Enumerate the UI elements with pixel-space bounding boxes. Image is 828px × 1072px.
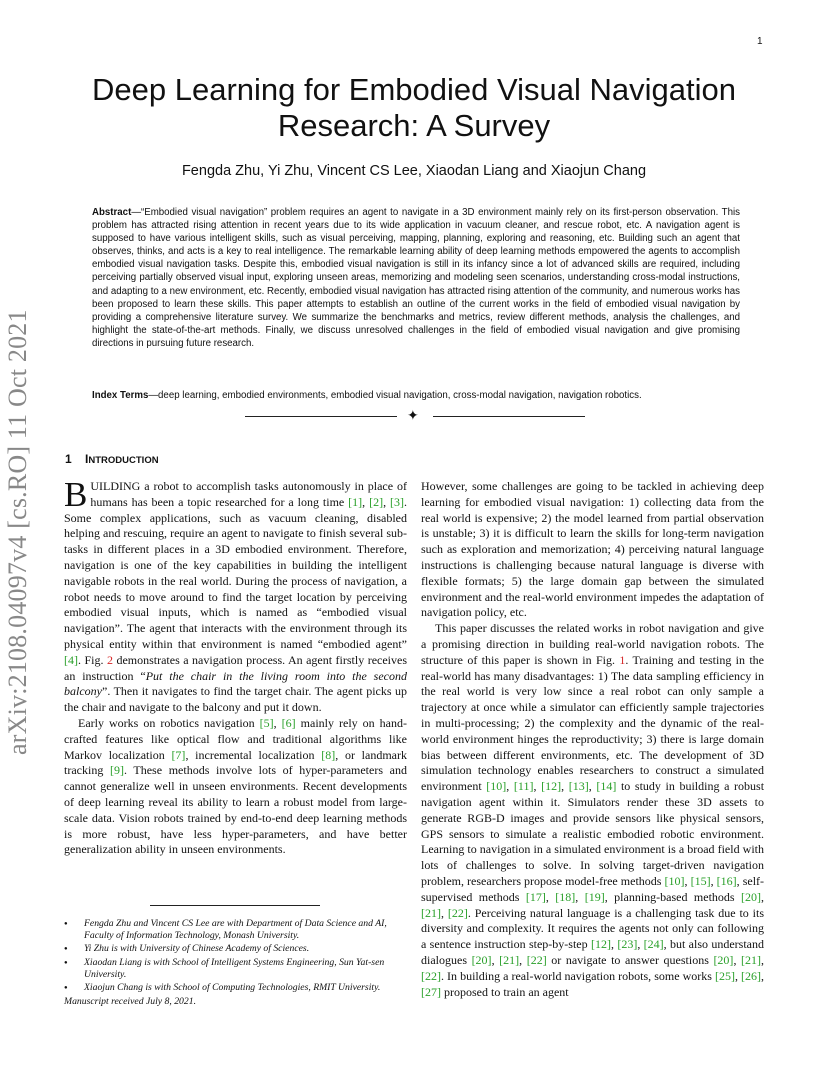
abstract-text: —“Embodied visual navigation” problem requires an agent to navigate in a 3D environment mainly rely on its first-person observation. This problem has attracted rising attention in recent years due to its wide application in vacuum cleaner, and rescue robot, etc. A navigation agent is supposed to have various intelligent skills, such as visual perceiving, mapping, planning, exploring and reasoning, etc. Building such an agent that observes, thinks, and acts is a key to real intelligence. The remarkable learning ability of deep learning methods empowered the agents to accomplish embodied visual navigation tasks. Despite this, embodied visual navigation is still in its infancy since a lot of advanced skills are required, including perceiving partially observed visual input, exploring unseen areas, memorizing and modeling seen scenarios, understanding cross-modal instructions, and adapting to a new environment, etc. Recently, embodied visual navigation has attracted rising attention of the community, and numerous works has been proposed to learn these skills. This paper attempts to establish an outline of the current works in the field of embodied visual navigation by providing a comprehensive literature survey. We summarize the benchmarks and metrics, review different methods, analysis the challenges, and highlight the state-of-the-art methods. Finally, we discuss unresolved challenges in the field of embodied visual navigation and give promising directions in pursuing future research.	[92, 207, 740, 349]
abstract-label: Abstract	[92, 207, 132, 218]
citation-link[interactable]: [10]	[664, 873, 685, 888]
divider-line-left	[245, 416, 397, 417]
citation-link[interactable]: [7]	[171, 747, 186, 762]
text-run: ,	[545, 889, 556, 904]
text-run: ,	[734, 968, 741, 983]
citation-link[interactable]: [22]	[526, 952, 547, 967]
author-list: Fengda Zhu, Yi Zhu, Vincent CS Lee, Xiaodan Liang and Xiaojun Chang	[181, 163, 647, 179]
citation-link[interactable]: [21]	[499, 952, 520, 967]
text-run: ”. Then it navigates to find the target chair. The agent picks up the chair and navigate to the balcony and put it down.	[64, 684, 407, 715]
section-divider	[245, 409, 585, 425]
text-run: . Some complex applications, such as vacuum cleaning, disabled helping and rescuing, require an agent to navigate to finish several sub-tasks in different places in a 3D embodied environment. Therefore, navigation is one of the key capabilities in building the intelligent navigable robots in the real world. During the process of navigation, a robot needs to move around to find the target location by perceiving embodied visual inputs, which is named as “embodied visual navigation”. The agent that interacts with the environment through its physical entity within that environment is named “embodied agent”	[64, 494, 407, 651]
citation-link[interactable]: [13]	[568, 779, 589, 794]
right-column	[421, 479, 764, 1000]
text-run: ,	[733, 952, 742, 967]
text-run: ,	[610, 937, 618, 952]
left-column	[64, 475, 408, 858]
footnote-item: ● Yi Zhu is with University of Chinese Academy of Sciences.	[64, 943, 407, 955]
citation-link[interactable]: [15]	[690, 873, 711, 888]
citation-link[interactable]: [25]	[714, 968, 735, 983]
example-instruction: Put the chair in the living room into the second balcony	[64, 668, 407, 699]
divider-line-right	[433, 416, 585, 417]
intro-paragraph-1	[64, 475, 408, 716]
text-run: , planning-based methods	[604, 889, 742, 904]
text-run: . Fig.	[78, 652, 107, 667]
citation-link[interactable]: [10]	[486, 779, 507, 794]
text-run: ,	[588, 779, 597, 794]
footnotes	[64, 918, 407, 995]
intro-paragraph-4	[421, 621, 764, 1000]
footnote-item: ● Fengda Zhu and Vincent CS Lee are with Department of Data Science and AI, Faculty of Information Technology, Monash University.	[64, 918, 407, 942]
citation-link[interactable]: [2]	[369, 494, 384, 509]
text-run: , incremental localization	[185, 747, 322, 762]
text-run: to study in building a robust navigation agent within it. Simulators render these 3D assets to generate RGB-D images and provide sensors like physical sensors, GPS sensors to simulate a realistic embodied robotic environment. Learning to navigation in a simulated environment is a broad field with lots of challenges to solve. In solving target-driven navigation problem, researchers propose model-free methods	[421, 779, 765, 888]
drop-cap: B	[64, 475, 88, 514]
citation-link[interactable]: [12]	[590, 937, 611, 952]
citation-link[interactable]: [8]	[321, 747, 336, 762]
text-run: ,	[761, 889, 765, 904]
citation-link[interactable]: [6]	[281, 715, 296, 730]
text-run: Early works on robotics navigation	[78, 715, 260, 730]
figure-reference-link[interactable]: 1	[619, 652, 626, 667]
text-run: ,	[684, 873, 691, 888]
citation-link[interactable]: [20]	[713, 952, 734, 967]
text-run: ,	[506, 779, 514, 794]
text-run: ,	[575, 889, 585, 904]
text-run: a robot to accomplish tasks autonomously in place of humans has been a topic researched for a long time	[90, 479, 407, 509]
citation-link[interactable]: [23]	[617, 937, 638, 952]
citation-link[interactable]: [4]	[64, 652, 78, 667]
text-run: . In building a real-world navigation robots, some works	[441, 968, 715, 983]
citation-link[interactable]: [21]	[741, 952, 762, 967]
citation-link[interactable]: [17]	[525, 889, 546, 904]
footnote-rule	[150, 905, 320, 906]
text-run: . These methods involve lots of hyper-parameters and cannot generalize well in unseen environments. Recent developments of deep learning reveal its ability to learn a robust model from large-scale data. Vision robots trained by end-to-end deep learning methods is more robust, have less hyper-parameters, and have better generalization ability in unseen environments.	[64, 763, 407, 857]
citation-link[interactable]: [22]	[447, 905, 468, 920]
index-terms	[92, 389, 740, 402]
citation-link[interactable]: [12]	[541, 779, 562, 794]
text-run: , self-supervised methods	[421, 873, 765, 904]
text-run: . Perceiving natural language is a challenging task due to its diversity and complexity. It requires the agents not only can following a sentence instruction step-by-step	[421, 905, 764, 952]
intro-paragraph-3: However, some challenges are going to be tackled in achieving deep learning for embodied visual navigation: 1) collecting data from the real world is expensive; 2) the model learned from partial observation is unstable; 3) it is difficult to learn the skills for long-term navigation such as exploration and memorization; 4) perceiving natural language instructions is challenging because natural language is diverse with flexible formats; 5) the large domain gap between the simulated environment and the real-world environment impedes the adaptation of navigation policy, etc.	[421, 479, 764, 620]
section-title-rest: NTRODUCTION	[88, 455, 159, 466]
paper-title: Deep Learning for Embodied Visual Navigation Research: A Survey	[92, 72, 736, 143]
text-run: ,	[383, 494, 390, 509]
citation-link[interactable]: [18]	[555, 889, 576, 904]
text-run: ,	[637, 937, 644, 952]
arxiv-identifier: arXiv:2108.04097v4 [cs.RO] 11 Oct 2021	[3, 309, 32, 755]
citation-link[interactable]: [21]	[421, 905, 441, 920]
citation-link[interactable]: [19]	[584, 889, 605, 904]
citation-link[interactable]: [1]	[348, 494, 363, 509]
citation-link[interactable]: [22]	[421, 968, 441, 983]
index-terms-label: Index Terms	[92, 390, 149, 401]
text-run: proposed to train an agent	[441, 984, 569, 999]
abstract	[92, 206, 740, 350]
figure-reference-link[interactable]: 2	[106, 652, 113, 667]
citation-link[interactable]: [20]	[471, 952, 492, 967]
index-terms-text: —deep learning, embodied environments, embodied visual navigation, cross-modal navigation, navigation robotics.	[148, 390, 642, 401]
manuscript-received: Manuscript received July 8, 2021.	[64, 996, 196, 1007]
text-run: demonstrates a navigation process. An agent firstly receives an instruction “	[64, 652, 408, 683]
citation-link[interactable]: [26]	[741, 968, 761, 983]
citation-link[interactable]: [14]	[596, 779, 617, 794]
footnote-item: ● Xiaojun Chang is with School of Computing Technologies, RMIT University.	[64, 982, 407, 994]
citation-link[interactable]: [16]	[716, 873, 737, 888]
footnote-item: ● Xiaodan Liang is with School of Intelligent Systems Engineering, Sun Yat-sen University.	[64, 957, 407, 981]
section-heading	[65, 452, 159, 466]
text-run: ,	[362, 494, 370, 509]
text-run: This paper discusses the related works in robot navigation and give a promising direction in building real-world navigation robots. The structure of this paper is shown in Fig.	[421, 621, 764, 667]
text-run: or navigate to answer questions	[546, 952, 714, 967]
text-run: ,	[273, 715, 282, 730]
text-run: ,	[491, 952, 500, 967]
text-run: ,	[761, 952, 765, 967]
text-run: ,	[533, 779, 542, 794]
text-run: ,	[441, 905, 448, 920]
text-run: . Training and testing in the real-world has many disadvantages: 1) The data sampling efficiency in the real world is very low since a real robot can only sample a trajectory at once while a simulator can efficiently sample trajectories in multi-processing; 2) the complexity and the dynamic of the real-world environment hinges the reproductivity; 3) there is large domain bias between different environments, etc. The development of 3D simulation technology enables researchers to construct a simulated environment	[421, 652, 764, 794]
text-run: , but also understand dialogues	[421, 937, 765, 967]
text-run: mainly rely on hand-crafted features like optical flow and traditional algorithms like Markov localization	[64, 715, 407, 762]
section-title-initial: I	[85, 452, 89, 466]
citation-link[interactable]: [9]	[109, 763, 124, 778]
citation-link[interactable]: [11]	[513, 779, 534, 794]
text-run: , or landmark tracking	[64, 747, 408, 778]
citation-link[interactable]: [20]	[741, 889, 762, 904]
citation-link[interactable]: [27]	[421, 984, 441, 999]
citation-link[interactable]: [24]	[643, 937, 664, 952]
page-number: 1	[757, 36, 763, 47]
text-run: ,	[761, 968, 764, 983]
text-run: ,	[710, 873, 717, 888]
text-run: ,	[561, 779, 569, 794]
citation-link[interactable]: [5]	[259, 715, 274, 730]
divider-star-icon: ✦	[407, 408, 419, 424]
intro-paragraph-2	[64, 716, 407, 858]
text-run: ,	[519, 952, 527, 967]
lead-word: UILDING	[90, 479, 141, 493]
citation-link[interactable]: [3]	[390, 494, 404, 509]
section-number: 1	[65, 452, 72, 466]
